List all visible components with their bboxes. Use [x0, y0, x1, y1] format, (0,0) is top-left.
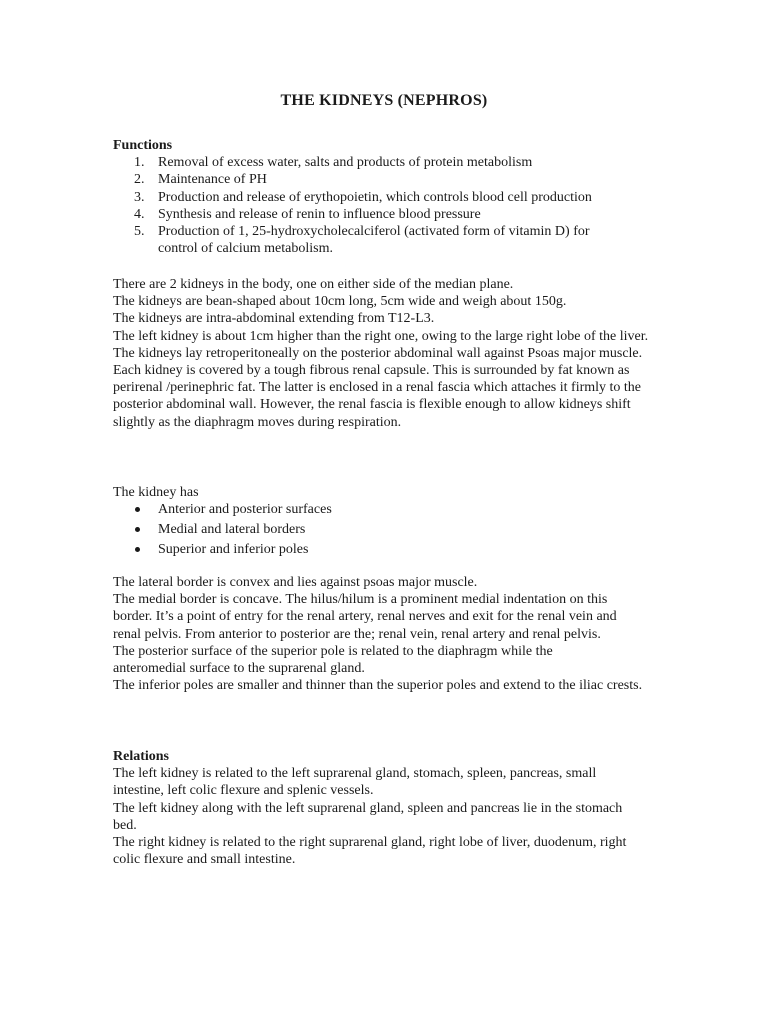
list-item: Superior and inferior poles	[113, 541, 658, 558]
borders-section	[113, 574, 658, 694]
paragraph: The left kidney is related to the left suprarenal gland, stomach, spleen, pancreas, small intestine, left colic flexure and splenic vessels.	[113, 766, 597, 799]
overview-section	[113, 276, 658, 431]
kidney-features-list	[113, 501, 658, 558]
list-item: 3. Production and release of erythopoietin, which controls blood cell production	[134, 189, 592, 205]
paragraph: The left kidney is about 1cm higher than the right one, owing to the large right lobe of the liver.	[113, 328, 649, 344]
paragraph: The kidneys lay retroperitoneally on the posterior abdominal wall against Psoas major muscle.	[113, 345, 643, 361]
paragraph: The medial border is concave. The hilus/hilum is a prominent medial indentation on this border. It’s a point of entry for the renal artery, renal nerves and exit for the renal vein and renal pelvis. From anterior to posterior are the; renal vein, renal artery and renal pelvis.	[113, 592, 617, 642]
paragraph: The right kidney is related to the right suprarenal gland, right lobe of liver, duodenum, right colic flexure and small intestine.	[113, 835, 627, 868]
list-item: 1. Removal of excess water, salts and products of protein metabolism	[134, 155, 533, 171]
kidney-has-section	[113, 484, 658, 560]
list-item: Anterior and posterior surfaces	[113, 501, 658, 518]
paragraph: The left kidney along with the left suprarenal gland, spleen and pancreas lie in the stomach bed.	[113, 800, 623, 833]
list-item: 5. Production of 1, 25-hydroxycholecalciferol (activated form of vitamin D) for control of calcium metabolism.	[134, 224, 590, 257]
kidney-has-intro: The kidney has	[113, 485, 199, 500]
paragraph: The kidneys are bean-shaped about 10cm long, 5cm wide and weigh about 150g.	[113, 294, 567, 310]
list-item: 4. Synthesis and release of renin to influence blood pressure	[134, 206, 481, 222]
relations-heading: Relations	[113, 749, 169, 764]
document-title: THE KIDNEYS (NEPHROS)	[280, 92, 488, 109]
functions-section	[113, 137, 658, 257]
paragraph: The posterior surface of the superior pole is related to the diaphragm while the anteromedial surface to the suprarenal gland.	[113, 643, 553, 677]
paragraph: Each kidney is covered by a tough fibrous renal capsule. This is surrounded by fat known as perirenal /perinephric fat. The latter is enclosed in a renal fascia which attaches it firmly to the posterior abdominal wall. However, the renal fascia is flexible enough to allow kidneys shift slightly as the diaphragm moves during respiration.	[113, 363, 642, 430]
list-item: Medial and lateral borders	[113, 521, 658, 538]
paragraph: The inferior poles are smaller and thinner than the superior poles and extend to the iliac crests.	[113, 678, 643, 694]
functions-heading: Functions	[113, 138, 173, 153]
paragraph: The kidneys are intra-abdominal extending from T12-L3.	[113, 311, 435, 327]
relations-section	[113, 748, 658, 868]
functions-list	[113, 154, 658, 257]
paragraph: There are 2 kidneys in the body, one on either side of the median plane.	[113, 277, 514, 292]
list-item: 2. Maintenance of PH	[134, 172, 267, 188]
paragraph: The lateral border is convex and lies against psoas major muscle.	[113, 575, 478, 590]
